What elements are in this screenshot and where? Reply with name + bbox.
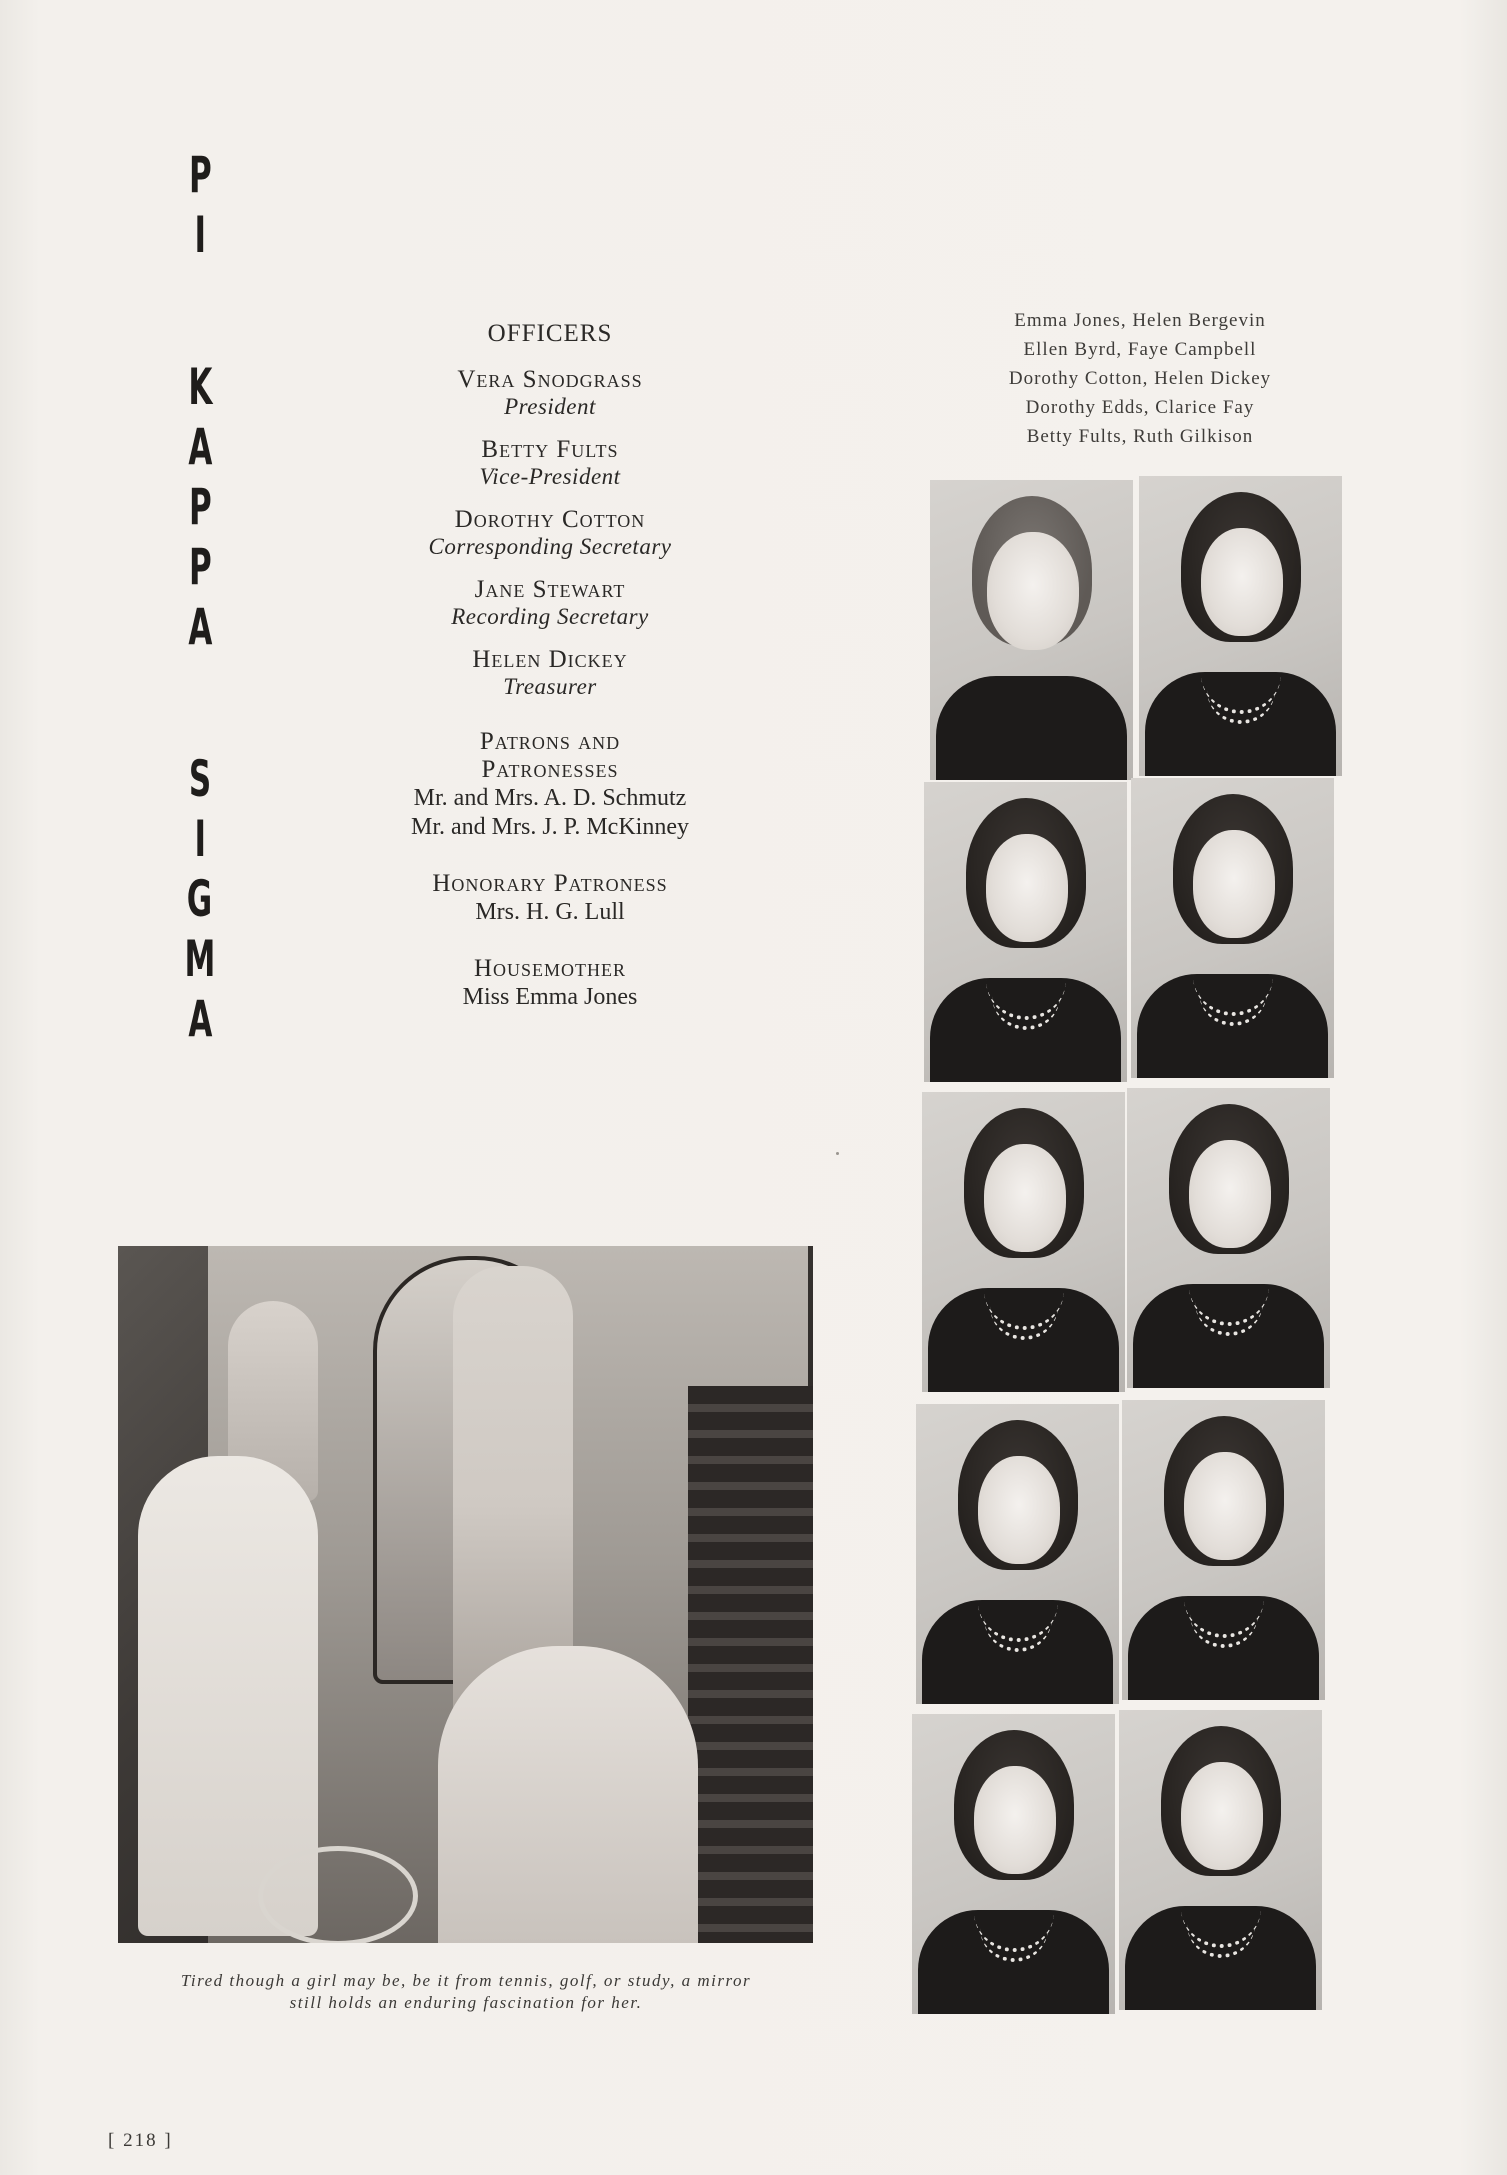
vertical-title	[170, 145, 230, 1049]
names-line: Betty Fults, Ruth Gilkison	[1026, 426, 1254, 447]
names-line: Emma Jones, Helen Bergevin	[1014, 310, 1266, 331]
title-letter: S	[188, 750, 212, 808]
title-letter: A	[187, 598, 212, 656]
title-letter: A	[187, 990, 212, 1048]
portrait-photo	[930, 480, 1133, 780]
photo-caption	[110, 1970, 822, 2014]
officer-name: Helen Dickey	[472, 646, 628, 673]
patrons-heading: Patronesses	[481, 756, 619, 783]
portrait-grid	[912, 476, 1342, 2021]
patron-line: Mr. and Mrs. J. P. McKinney	[410, 814, 689, 840]
portrait-photo	[924, 782, 1127, 1082]
title-letter: P	[188, 478, 212, 536]
title-letter: A	[187, 418, 212, 476]
title-letter: G	[187, 870, 213, 928]
portrait-photo	[1122, 1400, 1325, 1700]
housemother-heading: Housemother	[473, 955, 627, 982]
portrait-photo	[916, 1404, 1119, 1704]
officer-title: Vice-President	[479, 464, 621, 489]
officer-title: Recording Secretary	[451, 604, 649, 629]
names-line: Ellen Byrd, Faye Campbell	[1023, 339, 1257, 360]
portrait-photo	[1119, 1710, 1322, 2010]
group-photo	[118, 1246, 813, 1943]
title-letter: I	[194, 206, 206, 264]
officer-title: Treasurer	[503, 674, 597, 699]
title-letter: K	[187, 358, 213, 416]
officers-heading: OFFICERS	[487, 320, 613, 347]
names-line: Dorothy Edds, Clarice Fay	[1025, 397, 1255, 418]
patrons-heading: Patrons and	[479, 728, 621, 755]
honorary-heading: Honorary Patroness	[432, 870, 668, 897]
title-word-sigma	[175, 749, 225, 1049]
caption-line: still holds an enduring fascination for her.	[289, 1993, 643, 2012]
portrait-names	[950, 306, 1330, 451]
caption-line: Tired though a girl may be, be it from tennis, golf, or study, a mirror	[180, 1971, 752, 1990]
title-letter: I	[194, 810, 206, 868]
officer-name: Vera Snodgrass	[457, 366, 643, 393]
officer-name: Dorothy Cotton	[454, 506, 646, 533]
title-letter: P	[188, 538, 212, 596]
names-line: Dorothy Cotton, Helen Dickey	[1008, 368, 1272, 389]
patron-line: Mr. and Mrs. A. D. Schmutz	[413, 785, 687, 811]
housemother-section	[350, 955, 750, 1012]
portrait-photo	[1139, 476, 1342, 776]
honorary-section	[350, 870, 750, 927]
officer-name: Betty Fults	[481, 436, 619, 463]
housemother-line: Miss Emma Jones	[462, 984, 638, 1010]
officer-name: Jane Stewart	[474, 576, 626, 603]
portrait-photo	[1127, 1088, 1330, 1388]
print-speck	[836, 1152, 839, 1155]
page-number: [ 218 ]	[108, 2130, 173, 2151]
officers-block	[350, 320, 750, 1012]
portrait-photo	[922, 1092, 1125, 1392]
officer-title: Corresponding Secretary	[428, 534, 672, 559]
title-word-kappa	[181, 357, 220, 657]
title-letter: M	[184, 930, 216, 988]
honorary-line: Mrs. H. G. Lull	[475, 899, 625, 925]
officer-title: President	[504, 394, 596, 419]
patrons-section	[350, 728, 750, 842]
portrait-photo	[912, 1714, 1115, 2014]
portrait-photo	[1131, 778, 1334, 1078]
title-word-pi	[182, 145, 219, 265]
title-letter: P	[188, 146, 212, 204]
